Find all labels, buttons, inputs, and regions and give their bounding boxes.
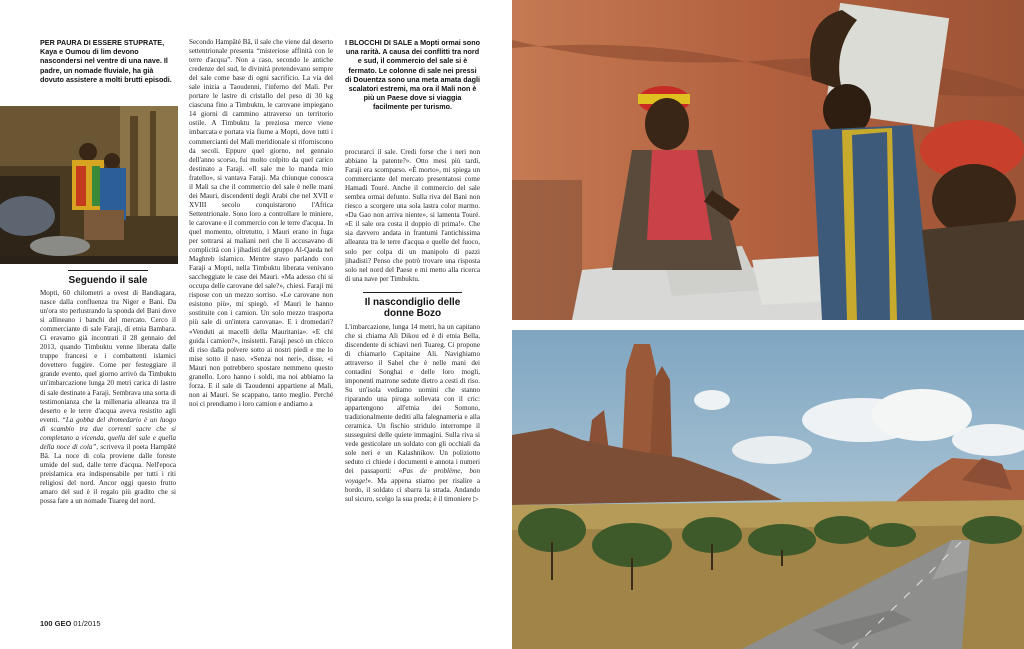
body-text (40, 289, 176, 506)
col1-quote: “La gobba del dromedario è un luogo di scambio tra due correnti sacre che si completano a vicenda, quella del sale e quella della noce di cola” (40, 415, 176, 451)
col3-text-a: L'imbarcazione, lunga 14 metri, ha un capitano che si chiama Ali Dikou ed è di etnia Bella, discendente di schiavi neri Tuareg. Ci propone di chiamarlo Capitaine Ali. Navighiamo attraverso il Sahel che è nelle mani dei contadini Songhai e delle loro mogli, imponenti matrone sedute dietro a cesti di riso. Su un'isola vediamo uomini che stanno riparando una piroga sollevata con il cric: appartengono all'etnia dei Somono, tradizionalmente dediti alla falegnameria e alla ceramica. Un fischio stridulo interrompe il susseguirsi delle quiete immagini. Sulla riva si vede gesticolare un soldato con gli occhiali da sole neri e un Kalashnikov. Un poliziotto seduto ci chiede i documenti e annota i numeri dei passaporti: « (345, 322, 480, 476)
photo-caption-left: PER PAURA DI ESSERE STUPRATE, Kaya e Oumou di lim devono nascondersi nel ventre di una nave. Il padre, un nomade fluviale, ha già dovuto assistere a molti brutti episodi. (40, 38, 172, 84)
magazine-name: GEO (54, 619, 72, 628)
col1-paragraph-2: , scriveva il poeta Hampâté Bâ. La noce di cola proviene dalle foreste umide del sud, dalle terre d'acqua. Nell'epoca preislamica era indispensabile per tutti i riti religiosi del nord. Ancor oggi questo frutto amaro del sud è il regalo più gradito che si possa fare a un nomade Tuareg del nord. (40, 442, 176, 506)
section-title-seguendo-il-sale: Seguendo il sale (68, 270, 148, 286)
page-number: 100 (40, 619, 53, 628)
photo-caption-right: I BLOCCHI DI SALE a Mopti ormai sono una rarità. A causa dei conflitti tra nord e sud, il commercio del sale si è fermato. Le colonne di sale nei pressi di Douentza sono una meta amata dagli scalatori estremi, ma ora il Mali non è più un Paese dove si viaggia facilmente per turismo. (345, 38, 480, 112)
section-title-nascondiglio: Il nascondiglio delle donne Bozo (363, 292, 462, 319)
col1-paragraph: Mopti, 60 chilometri a ovest di Bandiagara, nasce dalla confluenza tra Niger e Bani. Da un'ora sto perlustrando la sponda del Bani dove si allineano i banchi del mercato. Cerco il commerciante di sale Faraji, di etnia Bambara. Ci eravamo già incontrati il 28 gennaio del 2013, quando Timbuktu venne liberata dalle truppe francesi e i combattenti islamici dovettero fuggire. Come per festeggiare il grande evento, quel giorno arrivò da Timbuktu un'imbarcazione lunga 20 metri carica di lastre di sale destinate a Faraji. Sembrava una sorta di testimonianza che la millenaria alleanza tra il deserto e le terre d'acqua aveva resistito agli eventi. (40, 289, 176, 424)
issue-number: 01/2015 (73, 619, 101, 628)
photo-rock-pillars-road (512, 330, 1024, 649)
column-2 (189, 38, 333, 618)
col3-quote: Pas de problème, bon voyage! (345, 467, 480, 485)
photo-salt-workers-image (512, 0, 1024, 320)
photo-rock-pillars-image (512, 330, 1024, 649)
photo-women-boat (0, 106, 178, 264)
continue-arrow-icon: ▷ (473, 494, 479, 503)
column-3 (345, 38, 480, 138)
col3-text-b: ». Ma appena stiamo per risalire a bordo, il soldato ci sbarra la strada. Andando sul sicuro, scelgo la sua preda; è il timoniere (345, 476, 480, 503)
column-3-body (345, 148, 480, 616)
column-1-body (40, 270, 176, 616)
photo-women-boat-image (0, 106, 178, 264)
page-footer (40, 619, 101, 628)
col3-paragraph: procurarci il sale. Credi forse che i neri non abbiano la patente?». Otto mesi più tardi, Faraji era scomparso. «È morto», mi spiega un commerciante del mercato presentatosi come Hamadi Touré. Anche il commercio del sale sembra ormai defunto. Sulla riva del Bani non riesco a scorgere una sola lastra color marmo. «Da Gao non arriva niente», si lamenta Touré. «E il sale ora costa il doppio di prima!». Che sia davvero andata in frantumi l'antichissima alleanza tra le terre d'acqua e quelle del fuoco, solo per colpa di un manipolo di pazzi jihadisti? Penso che potrò trovare una risposta solo nel nord del Paese e mi metto alla ricerca di una nave per Timbuktu. (345, 148, 480, 283)
col3-paragraph-2 (345, 323, 480, 504)
photo-salt-workers (512, 0, 1024, 320)
col2-paragraph: Secondo Hampâté Bâ, il sale che viene dal deserto settentrionale presenta “misteriose affinità con le terre d'acqua”. Non a caso, secondo le antiche credenze del sud, le divinità pretendevano sempre del sale come base di ogni sacrificio. La via del sale inizia a Taoudenni, l'inferno del Mali. Per portare le lastre di cristallo del peso di 30 kg ciascuna fino a Timbuktu, le carovane impiegano 14 giorni di cammino attraverso un territorio ostile. A Timbuktu la preziosa merce viene imbarcata e portata via fiume a Mopti, dove tutti i commercianti del Mali meridionale si riforniscono da secoli. Eppure quel giorno, nel gennaio dell'anno scorso, fui molto colpito da quel carico destinato a Faraji. «Il sale me lo manda mio fratello», si vantava Faraji. Ma chiunque conosca il Mali sa che il commercio del sale è nelle mani dei Mauri, discendenti degli Arabi che nel XVII e XVIII secolo conquistarono l'Africa Settentrionale. Sono loro a controllare le miniere, le carovane e il commercio con le terre d'acqua. In quel momento, oltretutto, i Mauri erano in fuga per sottrarsi ai maliani neri che li accusavano di complicità con i jihadisti del gruppo Al-Qaeda nel Maghreb islamico. Mentre stavo parlando con Faraji a Mopti, nella Timbuktu liberata venivano saccheggiate le case dei Mauri. «Ma adesso chi si occupa delle carovane del sale?», chiesi. Faraji mi rispose con un mezzo sorriso. «Le carovane non esistono più», mi spiegò. «I Mauri le hanno sostituite con i camion. Un solo mezzo trasporta più sale di un'intera carovana». E i dromedari? «Venduti ai macelli della Mauritania». «E chi guida i camion?», insistetti. Faraji pescò un chicco di riso dalla polvere sotto ai nostri piedi e me lo mise sotto il naso. «Senza noi neri», disse, «i Mauri non potrebbero spostare nemmeno questo granello. Loro hanno i soldi, ma noi abbiamo la forza. E il sale di Taoudenni appartiene al Mali, non ai Mauri. Se scappano, tanto meglio. Perché noi ci prendiamo i loro camion e andiamo a (189, 38, 333, 408)
